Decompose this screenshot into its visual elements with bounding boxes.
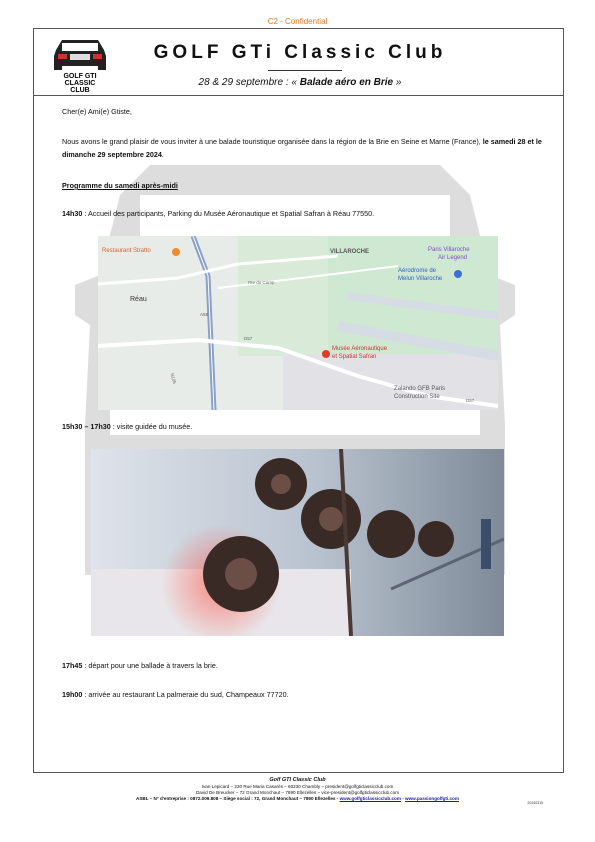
map-label-restaurant: Restaurant Stratto: [102, 248, 151, 254]
museum-photo: [91, 449, 504, 636]
map-label-a5b: A5B: [200, 312, 209, 317]
museum-engines-image: [91, 449, 504, 636]
map-label-zalando-2: Construction Site: [394, 394, 440, 400]
location-map[interactable]: [98, 236, 498, 410]
museum-pin-icon: [322, 350, 330, 358]
event-subtitle: 28 & 29 septembre : « Balade aéro en Brie »: [198, 77, 402, 88]
map-label-n105: N105: [169, 372, 178, 385]
greeting: Cher(e) Ami(e) Gtiste,: [62, 107, 132, 116]
club-logo: [50, 36, 110, 92]
map-label-rte-camp: Rte du Camp: [248, 280, 275, 285]
map-label-aerodrome-1: Aérodrome de: [398, 268, 437, 274]
confidential-label: C2 - Confidential: [267, 17, 328, 26]
intro-paragraph: Nous avons le grand plaisir de vous inviter à une balade touristique organisée dans la région de la Brie en Seine et Marne (France), le samedi 28 et le dimanche 29 septembre 2024.: [62, 137, 542, 159]
program-item: 17h45 : départ pour une ballade à travers la brie.: [62, 661, 218, 670]
footer-line-president: Ivan Lepicard – 220 Rue Maria Casarès – 60230 Chambly – president@golfgticlassicclub.com: [201, 784, 394, 789]
program-item: 15h30 – 17h30 : visite guidée du musée.: [62, 422, 193, 431]
footer-club-name: Golf GTI Classic Club: [269, 777, 326, 783]
map-label-paris-villaroche: Paris Villaroche: [428, 247, 470, 253]
map-label-d57: D57: [244, 336, 253, 341]
map-label-air-legend: Air Legend: [438, 255, 468, 261]
map-drawing: [98, 236, 498, 410]
program-heading: Programme du samedi après-midi: [62, 181, 178, 190]
map-label-musee-2: et Spatial Safran: [332, 354, 377, 360]
map-label-reau: Réau: [130, 296, 147, 303]
title-rule: [268, 70, 342, 71]
map-label-villaroche: VILLAROCHE: [330, 249, 369, 255]
map-label-aerodrome-2: Melun Villaroche: [398, 276, 443, 282]
event-name: Balade aéro en Brie: [299, 77, 394, 88]
footer-line-legal: ASBL – N° d'entreprise : 0872.009.808 – Siège social : 72, Grand Monchaut – 7890 Ellezelles - www.golfgticlassicclub.com - www.passiongolfgti.com: [136, 796, 459, 801]
program-item: 19h00 : arrivée au restaurant La palmeraie du sud, Champeaux 77720.: [62, 690, 289, 699]
document-reference: 20240315: [527, 801, 543, 805]
footer-line-vice-president: David De Breucker – 72 Grand Monchaut – 7890 Ellezelles – vice-president@golfgticlassicclub.com: [195, 790, 400, 795]
airport-icon: [454, 270, 462, 278]
car-logo-icon: [50, 36, 110, 92]
map-label-musee-1: Musée Aéronautique: [332, 346, 388, 352]
program-item: 14h30 : Accueil des participants, Parking du Musée Aéronautique et Spatial Safran à Réau 77550.: [62, 209, 375, 218]
logo-text-3: CLUB: [70, 87, 90, 92]
club-title: GOLF GTi Classic Club: [153, 42, 447, 63]
event-dates: le samedi 28 et le dimanche 29 septembre 2024: [62, 137, 542, 159]
website-link-club[interactable]: www.golfgticlassicclub.com: [339, 796, 401, 801]
logo-text-2: CLASSIC: [64, 80, 96, 87]
map-label-d57b: D57: [466, 398, 475, 403]
logo-text-1: GOLF GTI: [63, 73, 97, 80]
header-separator: [34, 95, 563, 96]
restaurant-icon: [172, 248, 180, 256]
website-link-passion[interactable]: www.passiongolfgti.com: [405, 796, 459, 801]
map-label-zalando-1: Zalando GFB Paris: [394, 386, 446, 392]
